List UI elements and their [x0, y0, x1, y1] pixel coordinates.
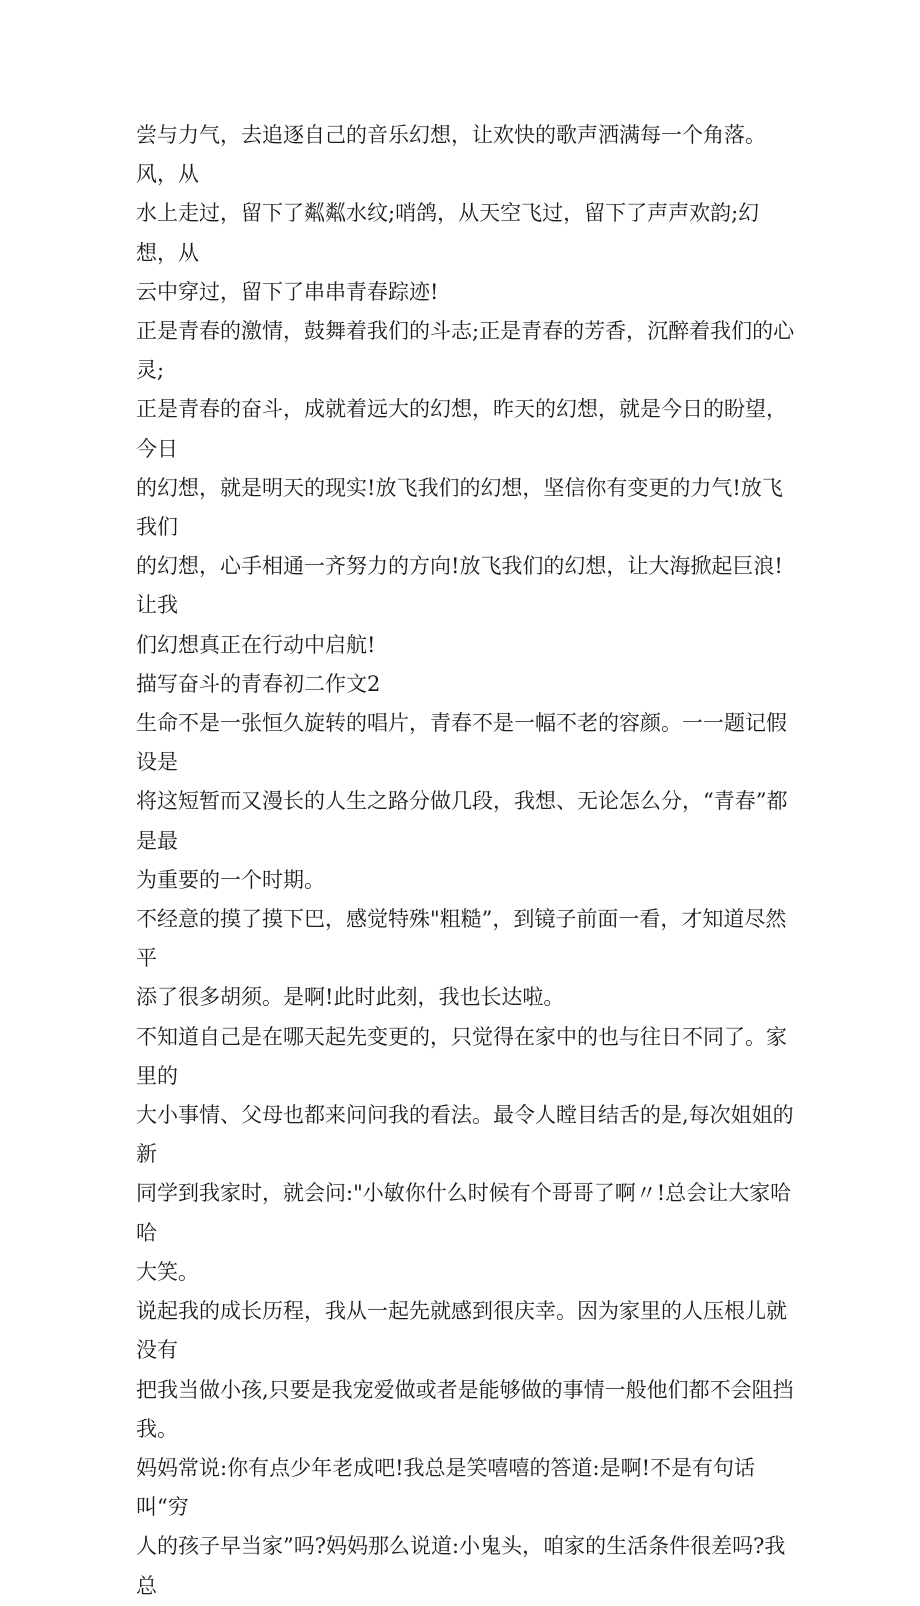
paragraph-3: 生命不是一张恒久旋转的唱片，青春不是一幅不老的容颜。一一题记假设是 将这短暂而又漫长的人生之路分做几段，我想、无论怎么分，“青春”都是最 为重要的一个时期。	[136, 711, 788, 892]
paragraph-2: 正是青春的激情，鼓舞着我们的斗志;正是青春的芳香，沉醉着我们的心灵; 正是青春的奋斗，成就着远大的幻想，昨天的幻想，就是今日的盼望，今日 的幻想，就是明天的现实!放飞我们的幻想，坚信你有变更的力气!放飞我们 的幻想，心手相通一齐努力的方向!放飞我们的幻想，让大海掀起巨浪!让我 们幻想真正在行动中启航!	[136, 319, 795, 657]
paragraph-6: 说起我的成长历程，我从一起先就感到很庆幸。因为家里的人压根儿就没有 把我当做小孩,只要是我宠爱做或者是能够做的事情一般他们都不会阻挡我。 妈妈常说:你有点少年老成吧!我总是笑嘻嘻的答道:是啊!不是有句话叫“穷 人的孩子早当家”吗?妈妈那么说道:小鬼头，咱家的生活条件很差吗?我总	[136, 1299, 794, 1598]
document-body	[136, 116, 796, 1606]
paragraph-1: 尝与力气，去追逐自己的音乐幻想，让欢快的歌声洒满每一个角落。风，从 水上走过，留下了粼粼水纹;哨鸽，从天空飞过，留下了声声欢韵;幻想，从 云中穿过，留下了串串青春踪迹!	[136, 123, 766, 304]
paragraph-4: 不经意的摸了摸下巴，感觉特殊"粗糙”，到镜子前面一看，才知道尽然平 添了很多胡须。是啊!此时此刻，我也长达啦。	[136, 907, 787, 1010]
section-title: 描写奋斗的青春初二作文2	[136, 671, 381, 696]
paragraph-5: 不知道自己是在哪天起先变更的，只觉得在家中的也与往日不同了。家里的 大小事情、父母也都来问问我的看法。最令人瞠目结舌的是,每次姐姐的新 同学到我家时，就会问:"小敏你什么时候有个哥哥了啊〃!总会让大家哈哈 大笑。	[136, 1024, 794, 1284]
